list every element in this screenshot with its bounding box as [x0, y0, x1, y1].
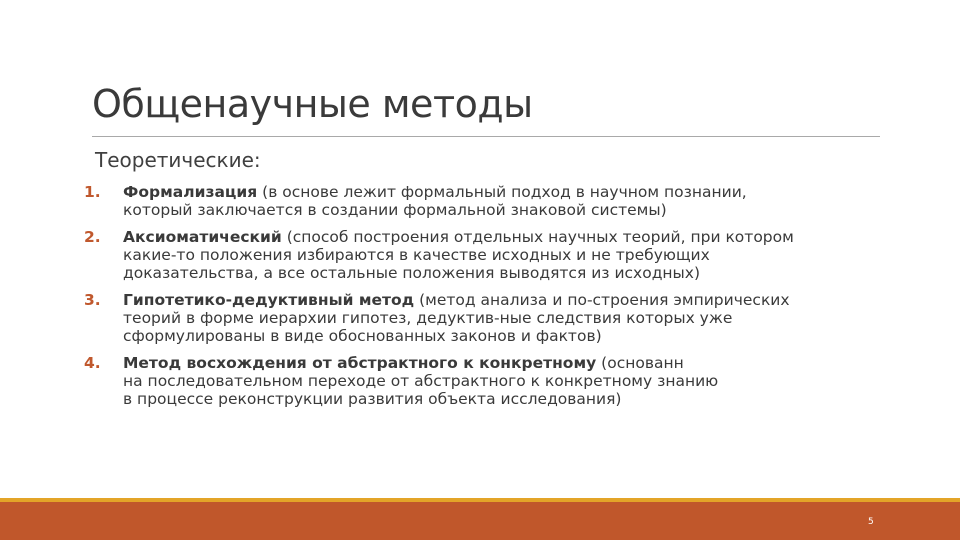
slide-title: Общенаучные методы: [92, 82, 533, 126]
item-text: сформулированы в виде обоснованных законов и фактов): [123, 327, 602, 345]
item-term: Метод восхождения от абстрактного к конкретному: [123, 354, 597, 372]
slide-subtitle: Теоретические:: [95, 148, 261, 172]
item-text: (метод анализа и по-строения эмпирических: [414, 291, 790, 309]
item-text: (основанн: [596, 354, 684, 372]
item-term: Формализация: [123, 183, 258, 201]
item-text: (способ построения отдельных научных теорий, при котором: [281, 228, 794, 246]
item-term: Гипотетико-дедуктивный метод: [123, 291, 415, 309]
item-text: какие-то положения избираются в качестве исходных и не требующих: [123, 246, 710, 264]
list-item: [84, 183, 884, 219]
item-number: 2.: [84, 228, 101, 246]
item-text: (в основе лежит формальный подход в научном познании,: [257, 183, 747, 201]
list-item: [84, 354, 884, 408]
item-text: который заключается в создании формальной знаковой системы): [123, 201, 667, 219]
item-text: теорий в форме иерархии гипотез, дедуктив-ные следствия которых уже: [123, 309, 733, 327]
item-number: 3.: [84, 291, 101, 309]
item-line: [123, 228, 884, 246]
page-number: 5: [868, 517, 874, 527]
list-item: [84, 228, 884, 282]
item-text: на последовательном переходе от абстрактного к конкретному знанию: [123, 372, 719, 390]
title-divider: [92, 136, 880, 137]
item-line: [123, 354, 884, 372]
list-item: [84, 291, 884, 345]
item-number: 1.: [84, 183, 101, 201]
item-text: доказательства, а все остальные положения выводятся из исходных): [123, 264, 701, 282]
footer-bar: [0, 502, 960, 540]
item-term: Аксиоматический: [123, 228, 282, 246]
item-line: [123, 291, 884, 309]
item-line: [123, 183, 884, 201]
methods-list: [84, 183, 884, 417]
item-number: 4.: [84, 354, 101, 372]
item-text: в процессе реконструкции развития объекта исследования): [123, 390, 622, 408]
